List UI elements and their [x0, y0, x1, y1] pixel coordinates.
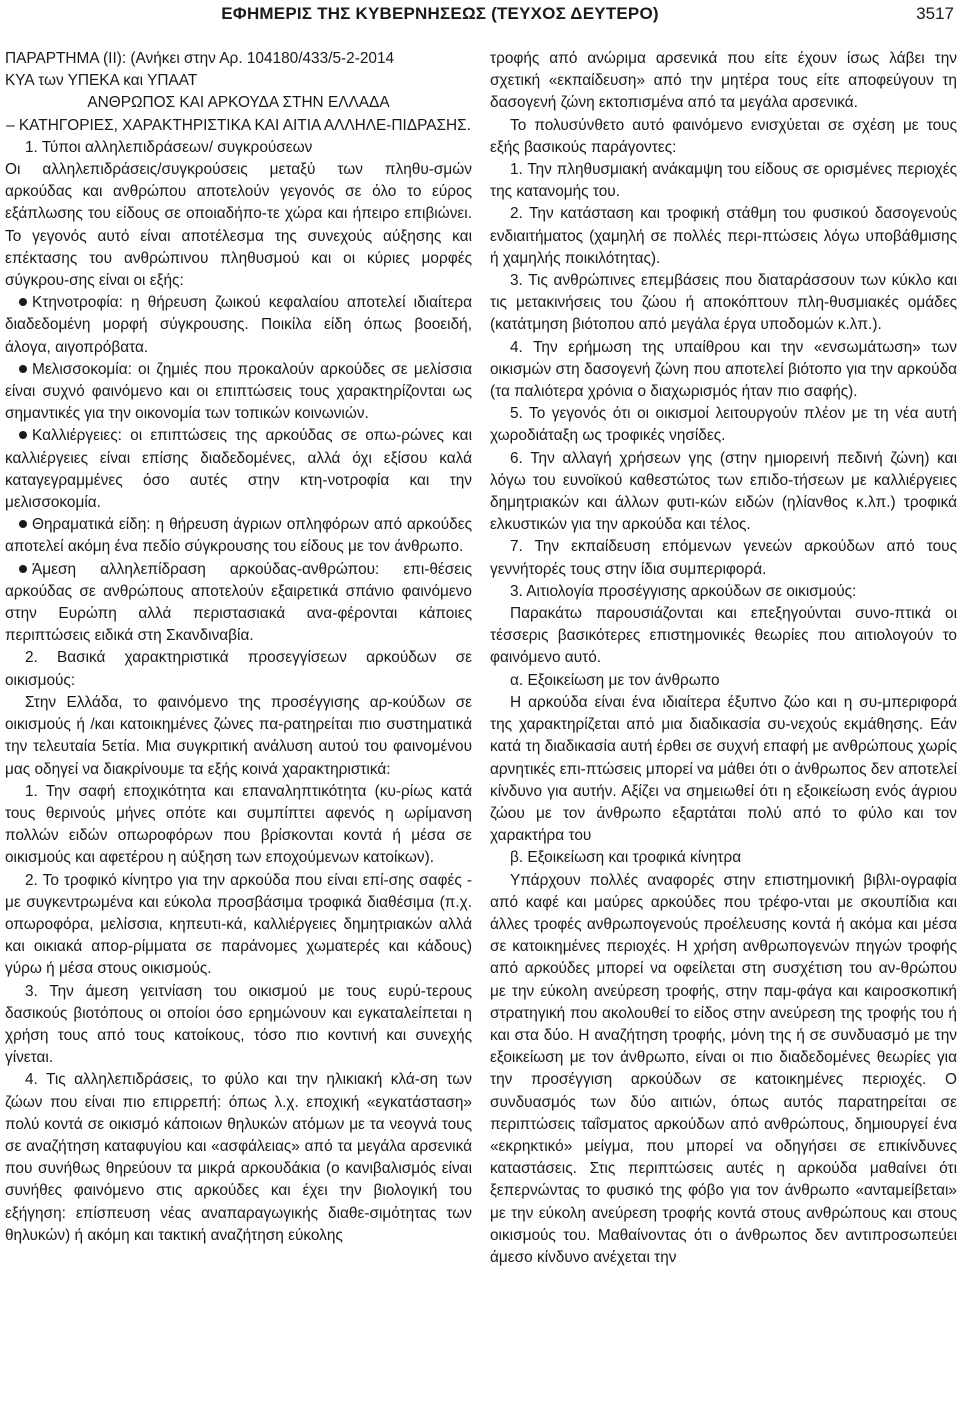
factor-7: 7. Την εκπαίδευση επόμενων γενεών αρκούδων από τους γεννήτορές τους στην ίδια συμπεριφορά. — [490, 538, 957, 578]
section-title-line-1: ΑΝΘΡΩΠΟΣ ΚΑΙ ΑΡΚΟΥΔΑ ΣΤΗΝ ΕΛΛΑΔΑ — [87, 94, 390, 112]
bullet-beekeeping — [5, 359, 472, 426]
annex-line-2: ΚΥΑ των ΥΠΕΚΑ και ΥΠΑΑΤ — [5, 72, 198, 90]
bullet-direct-interaction — [5, 559, 472, 648]
factors-intro: Το πολυσύνθετο αυτό φαινόμενο ενισχύεται σε σχέση με τους εξής βασικούς παράγοντες: — [490, 116, 957, 156]
bullet-icon — [19, 298, 27, 306]
factor-4: 4. Την ερήμωση της υπαίθρου και την «ενσωμάτωση» των οικισμών στη δασογενή ζώνη που αποτελεί βιότοπο για την αρκούδα (τα παλιότερα χρόνια ο διαχωρισμός ήταν πιο σαφής). — [490, 338, 957, 401]
left-column — [5, 48, 472, 1247]
subsection-a-paragraph: Η αρκούδα είναι ένα ιδιαίτερα έξυπνο ζώο και η συ-μπεριφορά της χαρακτηρίζεται από μια διαδικασία συ-νεχούς εκμάθησης. Εάν κατά τη διαδικασία αυτή έρθει σε συχνή επαφή με ανθρώπους χωρίς αρνητικές επι-πτώσεις μπορεί να μάθει ότι ο άνθρωπος δεν αποτελεί κίνδυνο για αυτήν. Αξίζει να σημειωθεί ότι η εξοικείωση ενός άγριου ζώου με τον άνθρωπο εξαρτάται πολύ από το φύλο και τον χαρακτήρα του — [490, 693, 957, 845]
section-2-item-1: 1. Την σαφή εποχικότητα και επαναληπτικότητα (κυ-ρίως κατά τους θερινούς μήνες οπότε και συμπίπτει αφενός η ωρίμανση πολλών ειδών οπωροφόρων που βρίσκονται κοντά ή μέσα σε οικισμούς και αφετέρου η αύξηση των εποχούμενων κατοίκων). — [5, 782, 472, 867]
section-1-paragraph: Οι αλληλεπιδράσεις/συγκρούσεις μεταξύ των πληθυ-σμών αρκούδας και ανθρώπου αποτελούν γεγονός σε όλο το εύρος εξάπλωσης του είδους σε οποιαδήπο-τε χώρα και ήπειρο επιβιώνει. Το γεγονός αυτό είναι αποτέλεσμα της συνεχούς αύξησης και επέκτασης του ανθρώπινου πληθυσμού και οι κύριες μορφές σύγκρου-σης είναι οι εξής: — [5, 161, 472, 290]
subsection-a-heading: α. Εξοικείωση με τον άνθρωπο — [510, 671, 720, 689]
bullet-icon — [19, 365, 27, 373]
subsection-b-heading: β. Εξοικείωση και τροφικά κίνητρα — [510, 849, 742, 867]
bullet-icon — [19, 431, 27, 439]
factor-1: 1. Την πληθυσμιακή ανάκαμψη του είδους σε ορισμένες περιοχές της κατανομής του. — [490, 161, 957, 201]
page-number: 3517 — [916, 4, 954, 23]
section-1-heading: 1. Τύποι αλληλεπιδράσεων/ συγκρούσεων — [25, 138, 313, 156]
bullet-livestock-text: Κτηνοτροφία: η θήρευση ζωικού κεφαλαίου αποτελεί ιδιαίτερα διαδεδομένη μορφή σύγκρουσης. Ποικίλα είδη όπως βοοειδή, άλογα, αιγοπρόβατα. — [5, 294, 472, 356]
section-title-line-2: – ΚΑΤΗΓΟΡΙΕΣ, ΧΑΡΑΚΤΗΡΙΣΤΙΚΑ ΚΑΙ ΑΙΤΙΑ ΑΛΛΗΛΕ-ΠΙΔΡΑΣΗΣ. — [6, 116, 471, 134]
section-2-item-4: 4. Τις αλληλεπιδράσεις, το φύλο και την ηλικιακή κλά-ση των ζώων που είναι πιο επιρρεπή: όπως λ.χ. εποχική «εγκατάσταση» πολύ κοντά σε οικισμό κάποιων θηλυκών ατόμων με τα νεογνά τους σε αναζήτηση καταφυγίου και «ασφάλειας» από τα μεγάλα αρσενικά που συνήθως θηρεύουν τα μικρά αρκουδάκια (ο κανιβαλισμός είναι συνήθες φαινόμενο στις αρκούδες και έχει την βιολογική του εξήγηση: επίσπευση νέας αναπαραγωγικής διαθε-σιμότητας των θηλυκών) ή ακόμη και τακτική αναζήτηση εύκολης — [5, 1071, 472, 1244]
bullet-livestock — [5, 292, 472, 359]
section-2-heading: 2. Βασικά χαρακτηριστικά προσεγγίσεων αρκούδων σε οικισμούς: — [5, 649, 472, 689]
section-2-paragraph: Στην Ελλάδα, το φαινόμενο της προσέγγισης αρ-κούδων σε οικισμούς ή /και κατοικημένες ζώνες πα-ρατηρείται πιο συστηματικά την τελευταία 5ετία. Μια συγκριτική ανάλυση αυτού του φαινομένου μας οδηγεί να διακρίνουμε τα εξής κοινά χαρακτηριστικά: — [5, 693, 472, 778]
section-2-item-3: 3. Την άμεση γειτνίαση του οικισμού με τους ευρύ-τερους δασικούς βιοτόπους οι οποίοι όσο ερημώνουν και εγκαταλείπεται η χρήση τους από τους κατοίκους, τόσο πιο κοντινή και συνεχής γίνεται. — [5, 982, 472, 1067]
continued-paragraph: τροφής από ανώριμα αρσενικά που είτε έχουν ίσως λάβει την σχετική «εκπαίδευση» από την μητέρα τους είτε αποφεύγουν τη δασογενή ζώνη εκτοπισμένα από τα μεγάλα αρσενικά. — [490, 50, 957, 112]
factor-5: 5. Το γεγονός ότι οι οικισμοί λειτουργούν πλέον με τη νέα αυτή χωροδιάταξη ως τροφικές νησίδες. — [490, 405, 957, 445]
section-2-item-2: 2. Το τροφικό κίνητρο για την αρκούδα που είναι επί-σης σαφές - με συγκεντρωμένα και εύκολα προσβάσιμα τροφικά διαθέσιμα (π.χ. οπωροφόρα, μελίσσια, κηπευτι-κά, καλλιέργειες δημητριακών αλλά και οικιακά απορ-ρίμματα σε παράνομες χωματερές και κάδους) γύρω ή μέσα στους οικισμούς. — [5, 871, 472, 978]
bullet-direct-interaction-text: Άμεση αλληλεπίδραση αρκούδας-ανθρώπου: επι-θέσεις αρκούδας σε ανθρώπους αποτελούν εξαιρετικά σπάνιο φαινόμενο στην Ευρώπη αλλά περιστασιακά ανα-φέρονται κάποιες περιπτώσεις ειδικά στη Σκανδιναβία. — [5, 560, 472, 645]
factor-3: 3. Τις ανθρώπινες επεμβάσεις που διαταράσσουν των κύκλο και τις μετακινήσεις του ζώου ή αποκόπτουν πλη-θυσμιακές ομάδες (κατάτμηση βιότοπου από μεγάλα έργα υποδομών κ.λπ.). — [490, 272, 957, 334]
section-3-paragraph: Παρακάτω παρουσιάζονται και επεξηγούνται συνο-πτικά οι τέσσερις βασικότερες επιστημονικές θεωρίες που αιτιολογούν το φαινόμενο αυτό. — [490, 605, 957, 667]
subsection-b-paragraph: Υπάρχουν πολλές αναφορές στην επιστημονική βιβλι-ογραφία από καφέ και μαύρες αρκούδες που τρέφο-νται με σκουπίδια και άλλες τροφές ανθρωπογενούς προέλευσης κοντά ή ακόμα και μέσα σε κατοικημένες περιοχές. Η χρήση ανθρωπογενών πηγών τροφής από αρκούδες μπορεί να οφείλεται στη συσχέτιση του αν-θρώπου με την εύκολη ανεύρεση τροφής, στην παμ-φάγα και καιροσκοπική στρατηγική που ακολουθεί το είδος στην ανεύρεση της τροφής του ή και στα δύο. Η αναζήτηση τροφής, μόνη της ή σε συνδυασμό με την εξοικείωση με τον άνθρωπο, είναι οι πιο διαδεδομένες θεωρίες για την προσέγγιση αρκούδων σε κατοικημένες περιοχές. Ο συνδυασμός των δύο αιτιών, όπως αυτός παρατηρείται σε περιπτώσεις ταΐσματος αρκούδων από ανθρώπους, δημιουργεί ένα «εκρηκτικό» μείγμα, που μπορεί να οδηγήσει σε επικίνδυνες καταστάσεις. Στις περιπτώσεις αυτές η αρκούδα μαθαίνει ότι ξεπερνώντας το φυσικό της φόβο για τον άνθρωπο «ανταμείβεται» με την εύκολη ανεύρεση τροφής κοντά στους ανθρώπους και στους οικισμούς του. Μαθαίνοντας ότι ο άνθρωπος δεν αντιπροσωπεύει άμεσο κίνδυνο ανέχεται την — [490, 871, 957, 1266]
bullet-game-species — [5, 514, 472, 558]
bullet-game-species-text: Θηραματικά είδη: η θήρευση άγριων οπληφόρων από αρκούδες αποτελεί ακόμη ένα πεδίο σύγκρουσης του είδους με τον άνθρωπο. — [5, 516, 472, 556]
bullet-crops — [5, 425, 472, 514]
factor-2: 2. Την κατάσταση και τροφική στάθμη του φυσικού δασογενούς ενδιαιτήματος (χαμηλή σε πολλές περι-πτώσεις λόγω υποβάθμισης ή χαμηλής ποικιλότητας). — [490, 205, 957, 267]
gazette-title: ΕΦΗΜΕΡΙΣ ΤΗΣ ΚΥΒΕΡΝΗΣΕΩΣ (ΤΕΥΧΟΣ ΔΕΥΤΕΡΟ) — [221, 4, 659, 23]
bullet-icon — [19, 565, 27, 573]
bullet-crops-text: Καλλιέργειες: οι επιπτώσεις της αρκούδας σε οπω-ρώνες και καλλιέργειες είναι επίσης διαδεδομένες, αλλά όχι εξίσου καλά καταγεγραμμένες όσο αυτές στην κτη-νοτροφία και την μελισσοκομία. — [5, 427, 472, 512]
annex-line-1: ΠΑΡΑΡΤΗΜΑ (ΙΙ): (Ανήκει στην Αρ. 104180/433/5-2-2014 — [5, 50, 395, 67]
page-header — [0, 0, 960, 36]
bullet-beekeeping-text: Μελισσοκομία: οι ζημιές που προκαλούν αρκούδες σε μελίσσια είναι συχνό φαινόμενο και οι επιπτώσεις τους χαρακτηρίζονται ως σημαντικές για την οικονομία των τοπικών κοινωνιών. — [5, 360, 472, 423]
right-column — [490, 48, 957, 1269]
section-3-heading: 3. Αιτιολογία προσέγγισης αρκούδων σε οικισμούς: — [510, 582, 857, 600]
factor-6: 6. Την αλλαγή χρήσεων γης (στην ημιορεινή πεδινή ζώνη) και λόγω του ευνοϊκού καθεστώτος των επιδο-τήσεων με καλλιέργειες δημητριακών και άλλων φυτι-κών ειδών (ηλίανθος κ.λπ.) τροφικά ελκυστικών για την αρκούδα και τέλος. — [490, 449, 957, 534]
bullet-icon — [19, 520, 27, 528]
